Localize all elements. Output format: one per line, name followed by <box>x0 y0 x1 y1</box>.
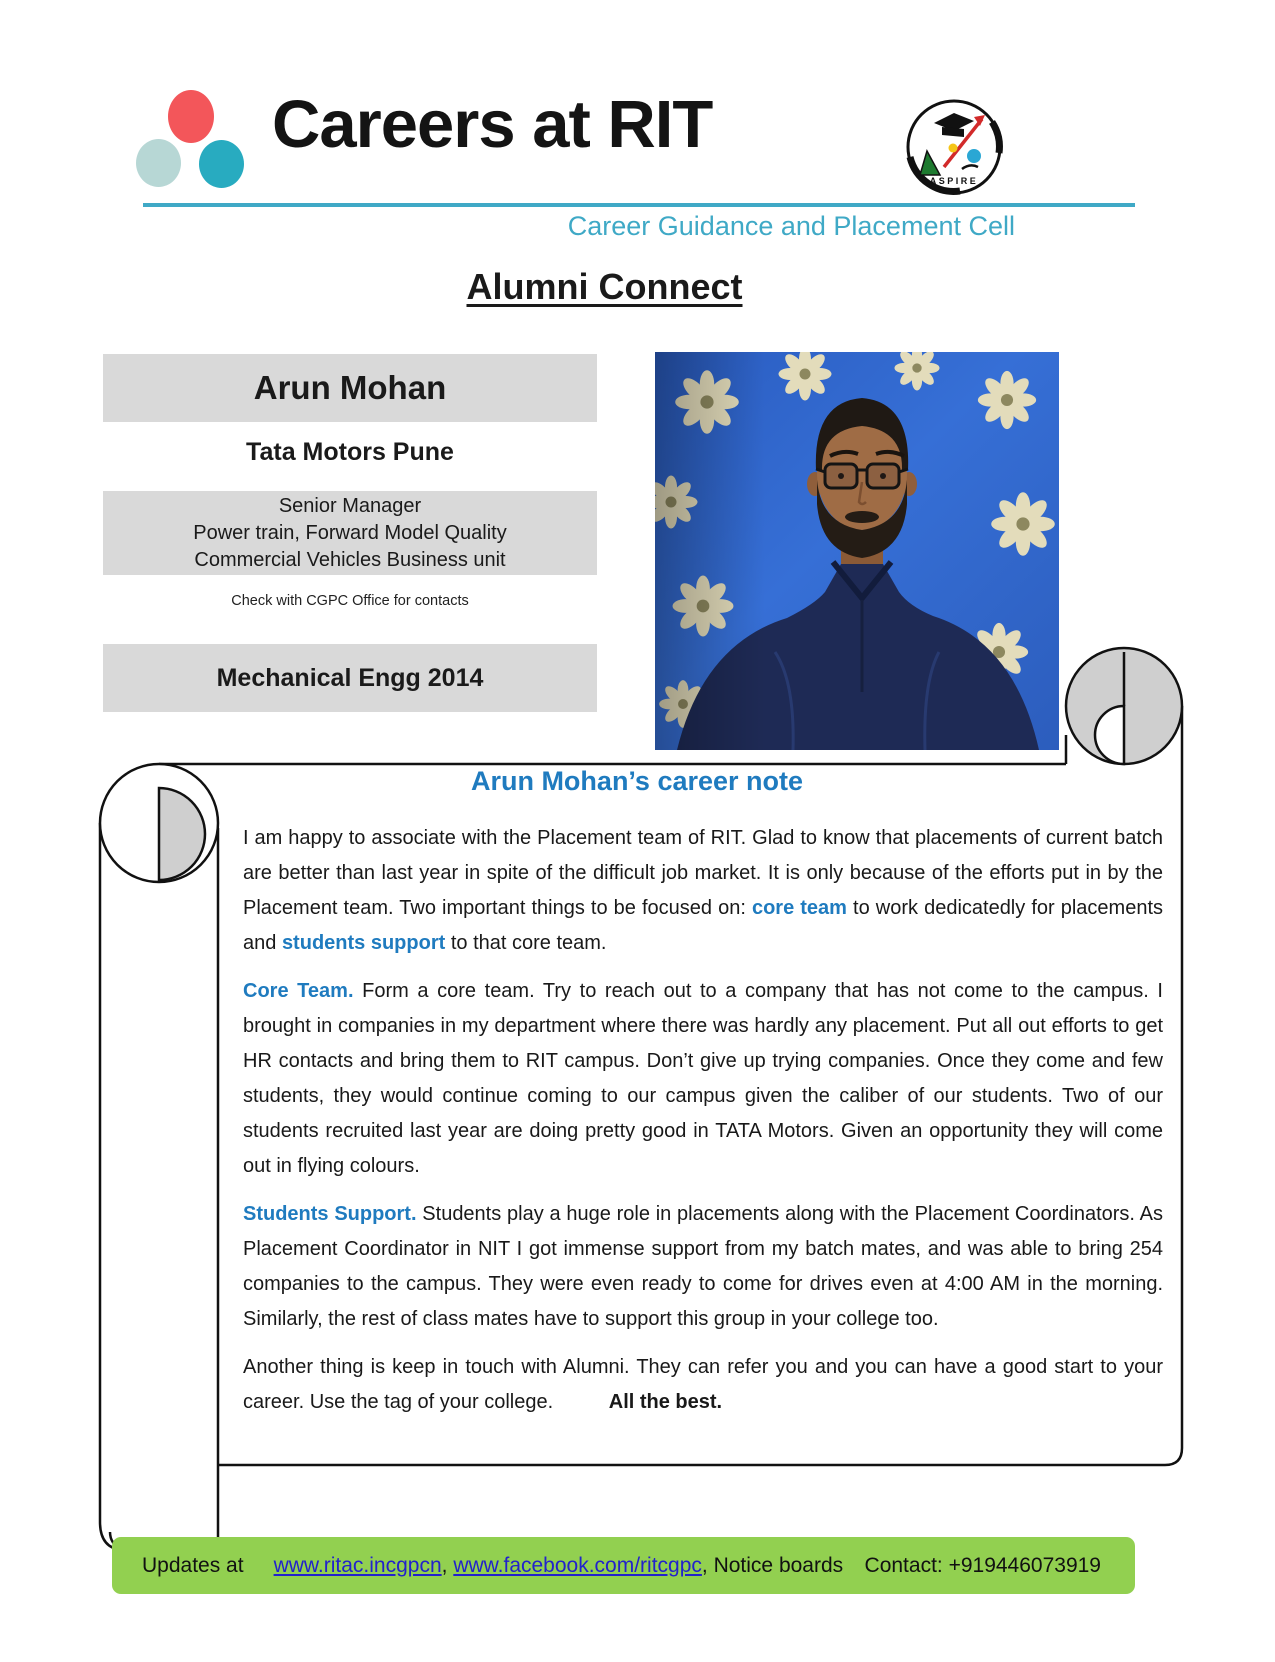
profile-contact-note: Check with CGPC Office for contacts <box>231 593 469 609</box>
career-note-paragraph: Core Team. Form a core team. Try to reach out to a company that has not come to the campus. I brought in companies in my department where there was hardly any placement. Put all out efforts to get HR contacts and bring them to RIT campus. Don’t give up trying companies. Once they come and few students, they would continue coming to our campus given the caliber of our students. Two of our students recruited last year are doing pretty good in TATA Motors. Given an opportunity they will come out in flying colours. <box>243 980 1163 1177</box>
footer-contact: Contact: +919446073919 <box>864 1553 1101 1577</box>
designation-line: Power train, Forward Model Quality <box>193 521 507 544</box>
footer-bar <box>112 1537 1135 1594</box>
profile-batch: Mechanical Engg 2014 <box>216 663 484 692</box>
updates-label: Updates at <box>142 1553 244 1577</box>
career-note-paragraph: I am happy to associate with the Placement team of RIT. Glad to know that placements of current batch are better than last year in spite of the difficult job market. It is only because of the efforts put in by the Placement team. Two important things to be focused on: core team to work dedicatedly for placements and students support to that core team. <box>243 827 1164 954</box>
profile-company: Tata Motors Pune <box>246 438 454 466</box>
designation-line: Commercial Vehicles Business unit <box>194 548 506 571</box>
designation-line: Senior Manager <box>278 494 422 517</box>
career-note-body <box>243 821 1163 1420</box>
footer-updates <box>142 1554 843 1578</box>
career-note-heading: Arun Mohan’s career note <box>470 766 804 796</box>
aspire-badge-text: ASPIRE <box>929 176 979 186</box>
profile-name: Arun Mohan <box>253 369 447 406</box>
notice-boards-text: , Notice boards <box>701 1553 844 1577</box>
career-note-paragraph: Another thing is keep in touch with Alumni. They can refer you and you can have a good start to your career. Use the tag of your college. All the best. <box>243 1356 1163 1413</box>
header-subtitle: Career Guidance and Placement Cell <box>567 211 1015 241</box>
alumni-photo <box>655 352 1059 750</box>
page-title: Alumni Connect <box>466 266 743 307</box>
ritac-link[interactable]: www.ritac.incgpcn <box>273 1553 442 1577</box>
career-note-paragraph: Students Support. Students play a huge role in placements along with the Placement Coordinators. As Placement Coordinator in NIT I got immense support from my batch mates, and was able to bring 254 companies to the campus. They were even ready to come for drives even at 4:00 AM in the morning. Similarly, the rest of class mates have to support this group in your college too. <box>243 1203 1163 1330</box>
page-header-title: Careers at RIT <box>272 87 713 162</box>
link-separator: , <box>441 1553 454 1577</box>
facebook-link[interactable]: www.facebook.com/ritcgpc <box>453 1553 702 1577</box>
career-note-section <box>243 766 1163 1433</box>
